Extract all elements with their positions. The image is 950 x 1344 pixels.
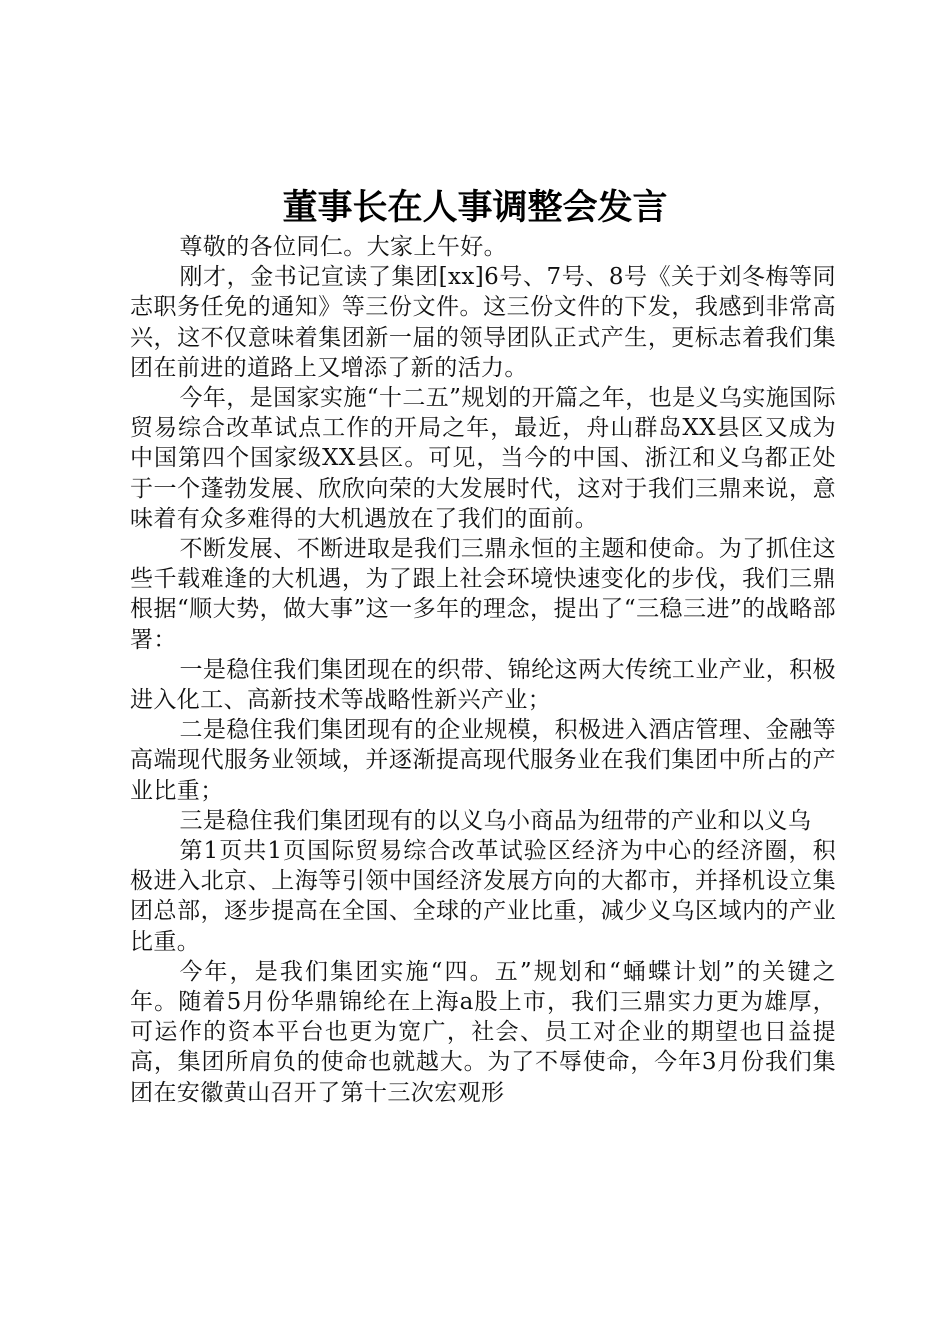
paragraph-page-footer-continuation: 第1页共1页国际贸易综合改革试验区经济为中心的经济圈，积极进入北京、上海等引领中国经济发展方向的大都市，并择机设立集团总部，逐步提高在全国、全球的产业比重，减少义乌区域内的产业比重。 bbox=[130, 838, 836, 955]
paragraph: 今年，是我们集团实施“四。五”规划和“蛹蝶计划”的关键之年。随着5月份华鼎锦纶在上海a股上市，我们三鼎实力更为雄厚，可运作的资本平台也更为宽广，社会、员工对企业的期望也日益提高，集团所肩负的使命也就越大。为了不辱使命，今年3月份我们集团在安徽黄山召开了第十三次宏观形 bbox=[130, 958, 836, 1106]
paragraph: 刚才，金书记宣读了集团[xx]6号、7号、8号《关于刘冬梅等同志职务任免的通知》等三份文件。这三份文件的下发，我感到非常高兴，这不仅意味着集团新一届的领导团队正式产生，更标志着我们集团在前进的道路上又增添了新的活力。 bbox=[130, 264, 836, 381]
paragraph: 今年，是国家实施“十二五”规划的开篇之年，也是义乌实施国际贸易综合改革试点工作的开局之年，最近，舟山群岛XX县区又成为中国第四个国家级XX县区。可见，当今的中国、浙江和义乌都正处于一个蓬勃发展、欣欣向荣的大发展时代，这对于我们三鼎来说，意味着有众多难得的大机遇放在了我们的面前。 bbox=[130, 385, 836, 532]
paragraph: 不断发展、不断进取是我们三鼎永恒的主题和使命。为了抓住这些千载难逢的大机遇，为了跟上社会环境快速变化的步伐，我们三鼎根据“顺大势，做大事”这一多年的理念，提出了“三稳三进”的战略部署： bbox=[130, 536, 836, 653]
paragraph-strategy-item-2: 二是稳住我们集团现有的企业规模，积极进入酒店管理、金融等高端现代服务业领域，并逐渐提高现代服务业在我们集团中所占的产业比重； bbox=[130, 717, 836, 804]
paragraph-strategy-item-3: 三是稳住我们集团现有的以义乌小商品为纽带的产业和以义乌 bbox=[179, 807, 812, 834]
document-title: 董事长在人事调整会发言 bbox=[282, 187, 668, 228]
paragraph-greeting: 尊敬的各位同仁。大家上午好。 bbox=[179, 234, 508, 260]
paragraph-strategy-item-1: 一是稳住我们集团现在的织带、锦纶这两大传统工业产业，积极进入化工、高新技术等战略性新兴产业； bbox=[130, 656, 836, 714]
document-body bbox=[130, 232, 836, 1108]
